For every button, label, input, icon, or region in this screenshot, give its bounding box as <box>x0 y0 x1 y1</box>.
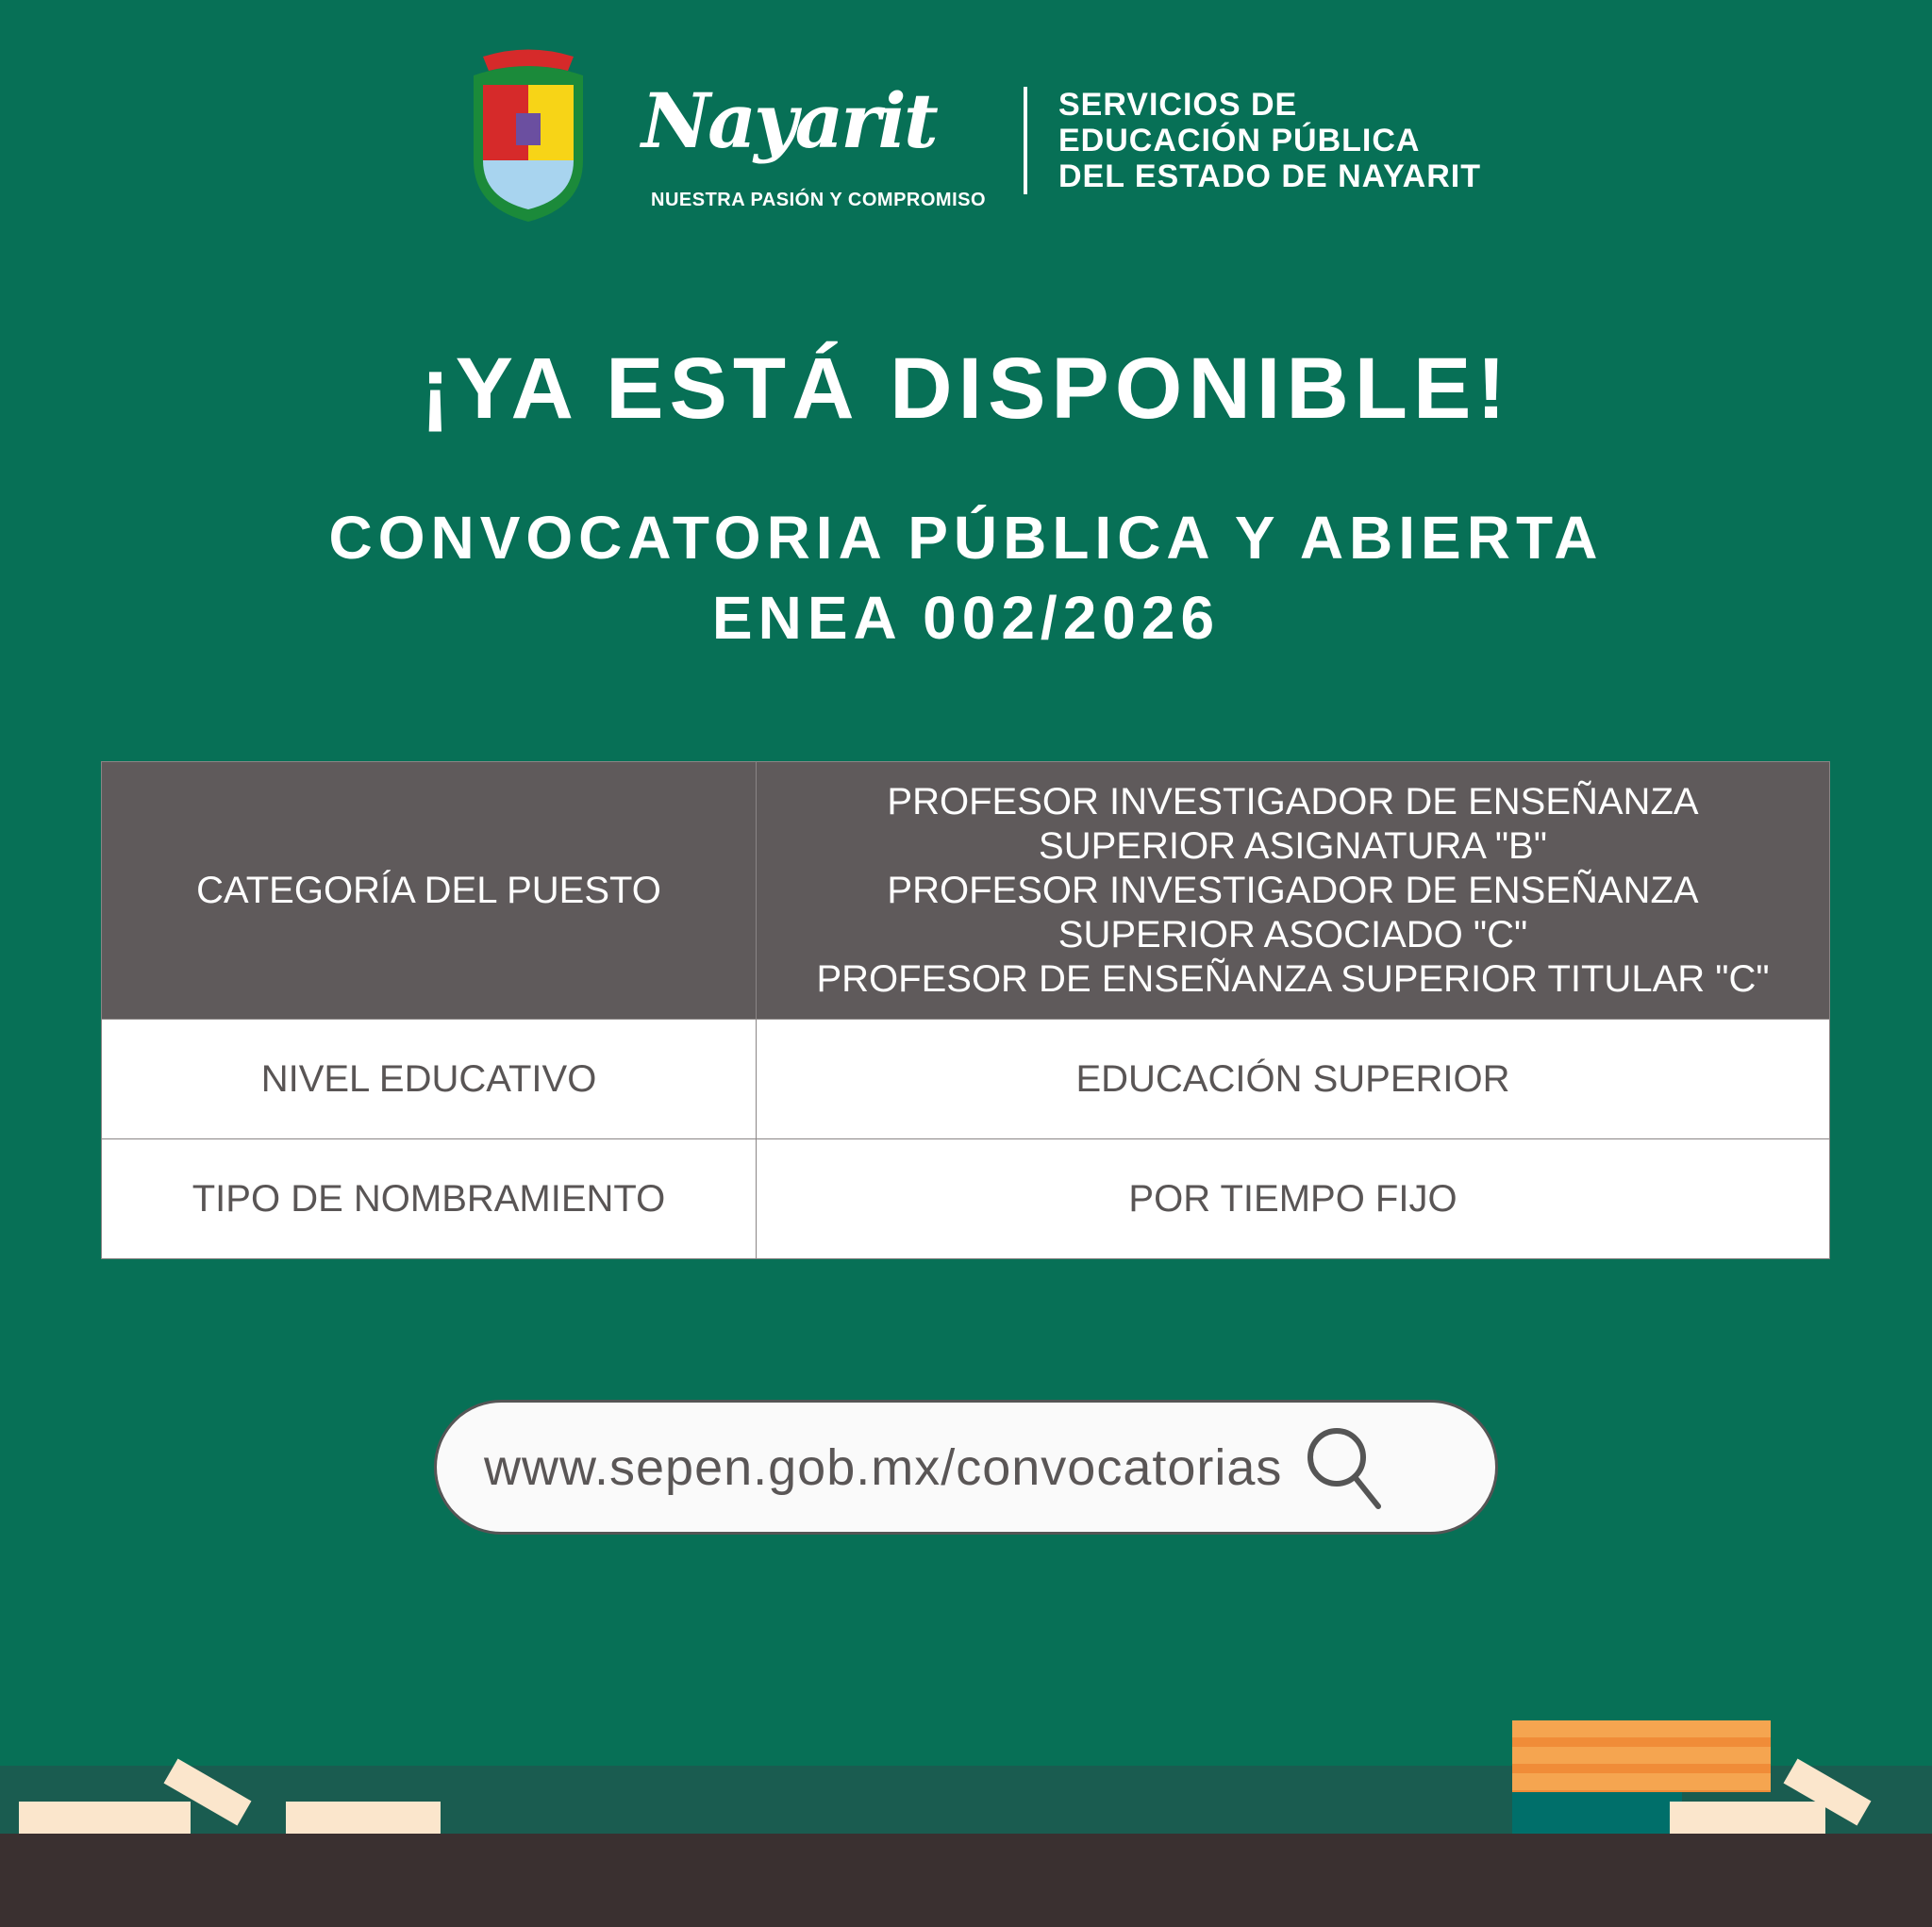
state-coat-of-arms-logo <box>445 47 611 226</box>
row-value: EDUCACIÓN SUPERIOR <box>757 1020 1830 1139</box>
category-line: PROFESOR INVESTIGADOR DE ENSEÑANZA <box>887 780 1699 822</box>
headline: ¡YA ESTÁ DISPONIBLE! <box>421 341 1511 437</box>
category-line: PROFESOR INVESTIGADOR DE ENSEÑANZA <box>887 869 1699 911</box>
search-icon[interactable] <box>1305 1425 1382 1510</box>
header-divider <box>1024 87 1027 194</box>
table-row <box>102 762 1830 1020</box>
category-line: SUPERIOR ASOCIADO "C" <box>1058 913 1528 955</box>
url-text[interactable]: www.sepen.gob.mx/convocatorias <box>484 1438 1283 1496</box>
category-line: SUPERIOR ASIGNATURA "B" <box>1039 824 1547 867</box>
book-decoration <box>1512 1792 1682 1834</box>
category-line: PROFESOR DE ENSEÑANZA SUPERIOR TITULAR "C" <box>816 957 1770 1000</box>
row-label: TIPO DE NOMBRAMIENTO <box>102 1139 757 1259</box>
url-search-bar[interactable] <box>434 1400 1498 1535</box>
agency-line: DEL ESTADO DE NAYARIT <box>1058 158 1481 194</box>
row-label: CATEGORÍA DEL PUESTO <box>102 762 757 1020</box>
row-value <box>757 762 1830 1020</box>
agency-line: SERVICIOS DE <box>1058 87 1298 123</box>
table-row <box>102 1139 1830 1259</box>
chalk-decoration <box>19 1802 191 1834</box>
chalk-decoration <box>286 1802 441 1834</box>
job-details-table <box>101 761 1830 1259</box>
agency-line: EDUCACIÓN PÚBLICA <box>1058 123 1421 158</box>
brand-tagline: NUESTRA PASIÓN Y COMPROMISO <box>651 190 987 210</box>
book-stack-decoration <box>1512 1720 1771 1792</box>
chalk-decoration <box>1670 1802 1825 1834</box>
subtitle-code: ENEA 002/2026 <box>711 584 1221 652</box>
brand-wordmark: Nayarit <box>641 76 936 165</box>
subtitle-line: CONVOCATORIA PÚBLICA Y ABIERTA <box>328 504 1604 572</box>
table-row <box>102 1020 1830 1139</box>
agency-name <box>1058 87 1481 194</box>
row-label: NIVEL EDUCATIVO <box>102 1020 757 1139</box>
row-value: POR TIEMPO FIJO <box>757 1139 1830 1259</box>
floor-strip <box>0 1834 1932 1927</box>
